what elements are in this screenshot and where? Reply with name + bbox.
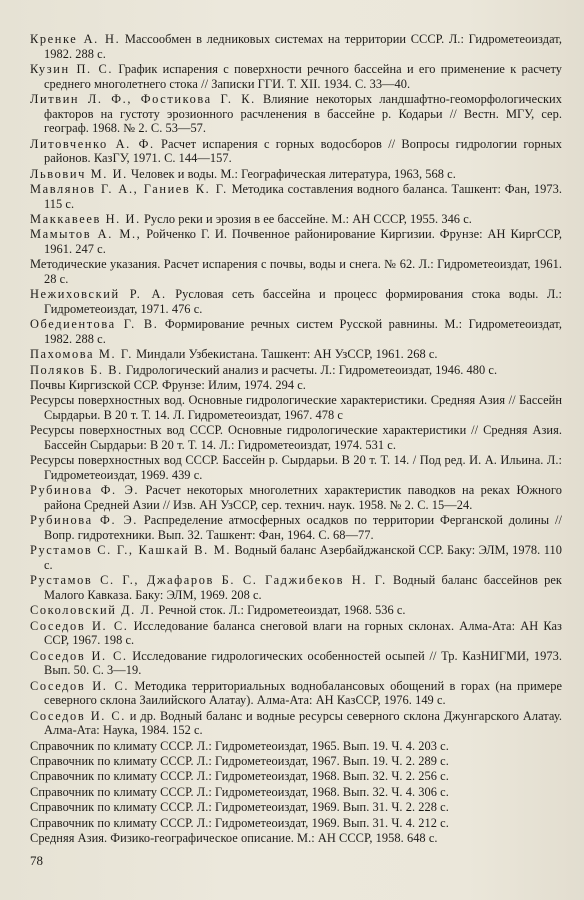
reference-text: Справочник по климату СССР. Л.: Гидрометеоиздат, 1969. Вып. 31. Ч. 4. 212 с. bbox=[30, 815, 449, 830]
reference-text: Распределение атмосферных осадков по территории Ферганской долины // Вопр. гидротехники. Вып. 32. Ташкент: Фан, 1964. С. 68—77. bbox=[44, 513, 562, 542]
reference-entry bbox=[30, 573, 562, 602]
reference-entry bbox=[30, 182, 562, 211]
page-number: 78 bbox=[30, 853, 43, 868]
reference-text: Массообмен в ледниковых системах на территории СССР. Л.: Гидрометеоиздат, 1982. 288 с. bbox=[44, 32, 562, 61]
reference-author: Кузин П. С. bbox=[30, 61, 114, 76]
reference-author: Рубинова Ф. Э. bbox=[30, 513, 139, 528]
reference-text: Русло реки и эрозия в ее бассейне. М.: АН СССР, 1955. 346 с. bbox=[140, 211, 472, 226]
reference-text: Речной сток. Л.: Гидрометеоиздат, 1968. 536 с. bbox=[155, 603, 406, 618]
reference-entry bbox=[30, 649, 562, 678]
reference-text: Исследование баланса снеговой влаги на горных склонах. Алма-Ата: АН Каз ССР, 1967. 198 с. bbox=[44, 618, 562, 648]
reference-author: Львович М. И. bbox=[30, 166, 128, 181]
reference-text: Исследование гидрологических особенностей осыпей // Тр. КазНИГМИ, 1973. Вып. 50. С. 3—19. bbox=[44, 648, 562, 678]
reference-author: Соседов И. С. bbox=[30, 648, 128, 663]
reference-entry bbox=[30, 257, 562, 286]
reference-entry bbox=[30, 212, 562, 227]
reference-author: Кренке А. Н. bbox=[30, 32, 121, 46]
reference-text: Формирование речных систем Русской равнины. М.: Гидрометеоиздат, 1982. 288 с. bbox=[44, 317, 562, 346]
reference-text: Водный баланс бассейнов рек Малого Кавказа. Баку: ЭЛМ, 1969. 208 с. bbox=[44, 573, 562, 602]
reference-list bbox=[30, 32, 562, 846]
reference-entry bbox=[30, 483, 562, 512]
reference-entry bbox=[30, 513, 562, 542]
reference-author: Нежиховский Р. А. bbox=[30, 287, 167, 302]
reference-entry bbox=[30, 754, 562, 769]
reference-entry bbox=[30, 32, 562, 61]
reference-author: Соседов И. С. bbox=[30, 678, 130, 693]
reference-text: и др. Водный баланс и водные ресурсы северного склона Джунгарского Алатау. Алма-Ата: Наука, 1984. 152 с. bbox=[44, 708, 562, 738]
reference-entry bbox=[30, 709, 562, 738]
reference-text: Методика территориальных воднобалансовых обощений в горах (на примере северного склона Заилийского Алатау). Алма-Ата: АН КазССР, 1976. 149 с. bbox=[44, 678, 562, 708]
reference-text: Ресурсы поверхностных вод. Основные гидрологические характеристики. Средняя Азия // Бассейн Сырдарьи. В 20 т. Т. 14. Л. Гидрометеоиздат, 1967. 478 с bbox=[30, 393, 562, 422]
reference-entry bbox=[30, 619, 562, 648]
reference-author: Мавлянов Г. А., Ганиев К. Г. bbox=[30, 181, 228, 196]
reference-author: Маккавеев Н. И. bbox=[30, 211, 141, 226]
reference-entry bbox=[30, 287, 562, 316]
reference-author: Соколовский Д. Л. bbox=[30, 603, 156, 618]
reference-text: Гидрологический анализ и расчеты. Л.: Гидрометеоиздат, 1946. 480 с. bbox=[122, 362, 498, 377]
reference-author: Рустамов С. Г., Кашкай В. М. bbox=[30, 543, 232, 558]
reference-text: Русловая сеть бассейна и процесс формирования стока воды. Л.: Гидрометеоиздат, 1971. 476 с. bbox=[44, 287, 562, 316]
reference-entry bbox=[30, 347, 562, 362]
reference-entry bbox=[30, 92, 562, 136]
reference-entry bbox=[30, 739, 562, 754]
reference-author: Поляков Б. В. bbox=[30, 362, 123, 377]
reference-text: Справочник по климату СССР. Л.: Гидрометеоиздат, 1965. Вып. 19. Ч. 4. 203 с. bbox=[30, 738, 449, 753]
reference-entry bbox=[30, 785, 562, 800]
reference-text: Справочник по климату СССР. Л.: Гидрометеоиздат, 1968. Вып. 32. Ч. 2. 256 с. bbox=[30, 769, 449, 784]
reference-text: Методика составления водного баланса. Ташкент: Фан, 1973. 115 с. bbox=[44, 181, 563, 211]
reference-entry bbox=[30, 167, 562, 182]
reference-entry bbox=[30, 453, 562, 482]
reference-entry bbox=[30, 769, 562, 784]
reference-text: Влияние некоторых ландшафтно-геоморфологических факторов на густоту эрозионного расчленения в бассейне р. Кодарьи // Вестн. МГУ, сер. географ. 1968. № 2. С. 53—57. bbox=[44, 91, 562, 136]
reference-entry bbox=[30, 378, 562, 393]
reference-entry bbox=[30, 363, 562, 378]
reference-text: Средняя Азия. Физико-географическое описание. М.: АН СССР, 1958. 648 с. bbox=[30, 830, 438, 845]
reference-text: Справочник по климату СССР. Л.: Гидрометеоиздат, 1967. Вып. 19. Ч. 2. 289 с. bbox=[30, 754, 449, 769]
reference-entry bbox=[30, 603, 562, 618]
reference-entry bbox=[30, 679, 562, 708]
reference-text: Миндали Узбекистана. Ташкент: АН УзССР, 1961. 268 с. bbox=[132, 347, 438, 362]
reference-text: Почвы Киргизской ССР. Фрунзе: Илим, 1974. 294 с. bbox=[30, 378, 306, 393]
reference-text: Расчет испарения с горных водосборов // Вопросы гидрологии горных районов. КазГУ, 1971. С. 144—157. bbox=[44, 136, 562, 166]
reference-author: Рубинова Ф. Э. bbox=[30, 483, 140, 498]
reference-entry bbox=[30, 816, 562, 831]
reference-text: Справочник по климату СССР. Л.: Гидрометеоиздат, 1969. Вып. 31. Ч. 2. 228 с. bbox=[30, 800, 449, 815]
reference-text: График испарения с поверхности речного бассейна и его применение к расчету среднего многолетнего стока // Записки ГГИ. Т. XII. 1934. С. 33—40. bbox=[44, 61, 563, 91]
reference-author: Обедиентова Г. В. bbox=[30, 317, 159, 332]
reference-entry bbox=[30, 227, 562, 256]
reference-entry bbox=[30, 317, 562, 346]
reference-entry bbox=[30, 62, 562, 91]
reference-author: Мамытов А. М., bbox=[30, 227, 142, 242]
reference-author: Пахомова М. Г. bbox=[30, 347, 133, 362]
reference-author: Литвин Л. Ф., Фостикова Г. К. bbox=[30, 91, 256, 106]
reference-text: Ресурсы поверхностных вод СССР. Основные гидрологические характеристики // Средняя Азия. Бассейн Сырдарьи: В 20 т. Т. 14. Л.: Гидрометеоиздат, 1974. 531 с. bbox=[30, 423, 562, 452]
reference-text: Расчет некоторых многолетних характеристик паводков на реках Южного района Средней Азии // Изв. АН УзССР, сер. технич. наук. 1958. № 2. С. 15—24. bbox=[44, 483, 562, 512]
reference-text: Ресурсы поверхностных вод СССР. Бассейн р. Сырдарьи. В 20 т. Т. 14. / Под ред. И. А. Ильина. Л.: Гидрометеоиздат, 1969. 439 с. bbox=[30, 453, 562, 482]
reference-text: Водный баланс Азербайджанской ССР. Баку: ЭЛМ, 1978. 110 с. bbox=[44, 543, 562, 572]
reference-entry bbox=[30, 423, 562, 452]
reference-text: Справочник по климату СССР. Л.: Гидрометеоиздат, 1968. Вып. 32. Ч. 4. 306 с. bbox=[30, 784, 449, 799]
reference-entry bbox=[30, 137, 562, 166]
reference-author: Соседов И. С. bbox=[30, 708, 126, 723]
reference-entry bbox=[30, 831, 562, 846]
reference-text: Человек и воды. М.: Географическая литература, 1963, 568 с. bbox=[127, 166, 456, 181]
reference-entry bbox=[30, 393, 562, 422]
reference-entry bbox=[30, 543, 562, 572]
reference-text: Методические указания. Расчет испарения с почвы, воды и снега. № 62. Л.: Гидрометеоиздат, 1961. 28 с. bbox=[30, 257, 562, 286]
reference-author: Соседов И. С. bbox=[30, 618, 129, 633]
reference-text: Ройченко Г. И. Почвенное районирование Киргизии. Фрунзе: АН КиргССР, 1961. 247 с. bbox=[44, 227, 562, 256]
reference-author: Рустамов С. Г., Джафаров Б. С. Гаджибеков Н. Г. bbox=[30, 573, 387, 588]
reference-author: Литовченко А. Ф. bbox=[30, 136, 155, 151]
reference-entry bbox=[30, 800, 562, 815]
